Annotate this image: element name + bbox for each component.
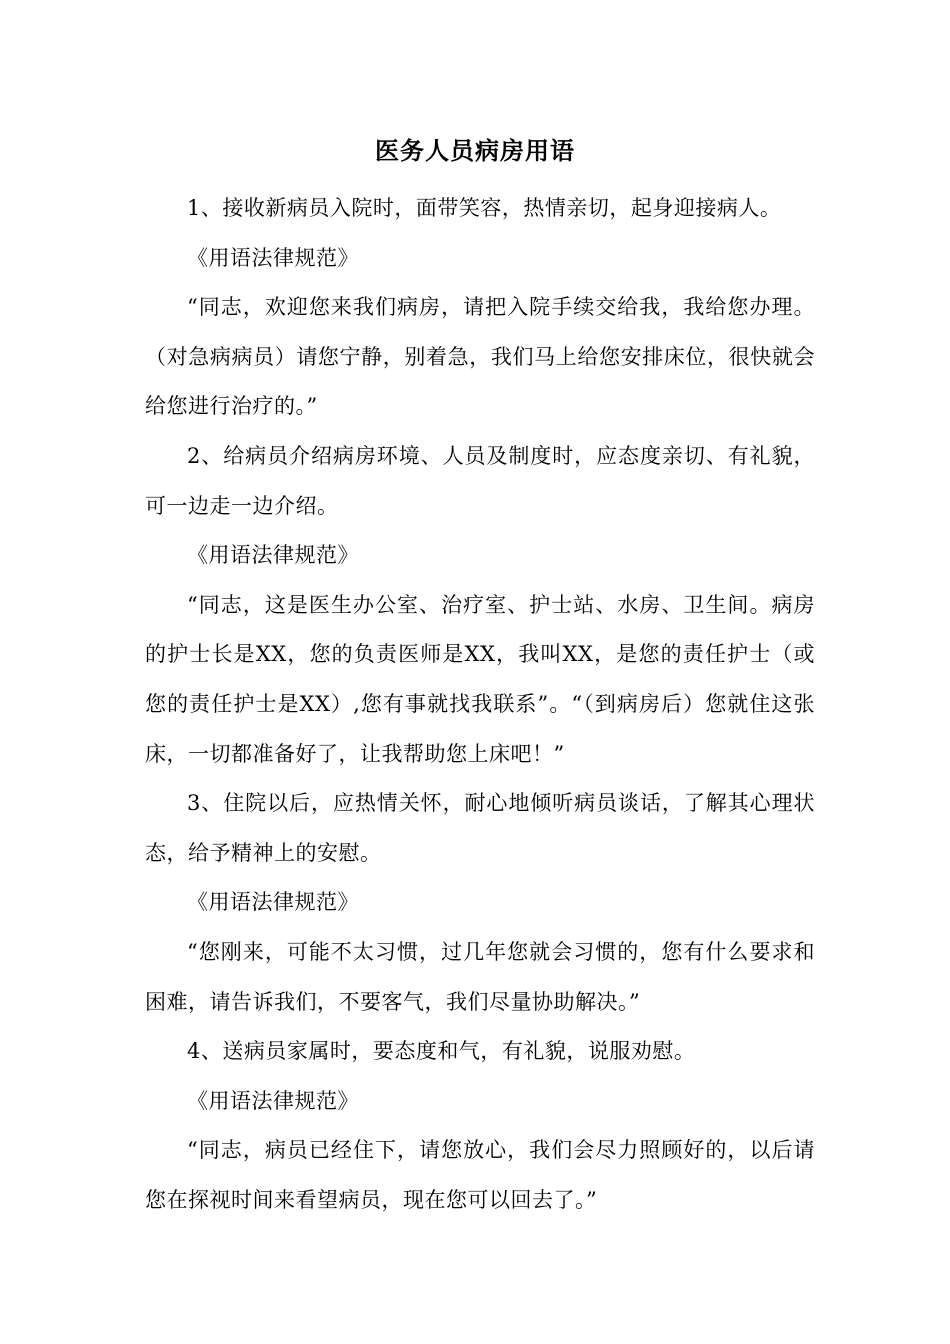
paragraph-5: 《用语法律规范》 [187, 543, 359, 568]
document-title: 医务人员病房用语 [375, 136, 575, 165]
paragraph-4: 2、给病员介绍病房环境、人员及制度时，应态度亲切、有礼貌，可一边走一边介绍。 [145, 443, 815, 518]
paragraph-6: “同志，这是医生办公室、治疗室、护士站、水房、卫生间。病房的护士长是XX，您的负责医师是XX，我叫XX，是您的责任护士（或您的责任护士是XX）,您有事就找我联系”。“（到病房后）您就住这张床，一切都准备好了，让我帮助您上床吧！” [145, 592, 815, 766]
paragraph-11: 《用语法律规范》 [187, 1088, 359, 1113]
paragraph-10: 4、送病员家属时，要态度和气，有礼貌，说服劝慰。 [187, 1039, 696, 1064]
paragraph-1: 1、接收新病员入院时，面带笑容，热情亲切，起身迎接病人。 [187, 196, 782, 220]
paragraph-2: 《用语法律规范》 [187, 245, 359, 270]
paragraph-7: 3、住院以后，应热情关怀，耐心地倾听病员谈话，了解其心理状态，给予精神上的安慰。 [145, 791, 815, 865]
paragraph-3: “同志，欢迎您来我们病房，请把入院手续交给我，我给您办理。（对急病病员）请您宁静，别着急，我们马上给您安排床位，很快就会给您进行治疗的。” [145, 295, 815, 419]
document-body [145, 184, 815, 1225]
paragraph-9: “您刚来，可能不太习惯，过几年您就会习惯的，您有什么要求和困难，请告诉我们，不要客气，我们尽量协助解决。” [145, 939, 815, 1014]
paragraph-12: “同志，病员已经住下，请您放心，我们会尽力照顾好的，以后请您在探视时间来看望病员，现在您可以回去了。” [145, 1138, 815, 1212]
paragraph-8: 《用语法律规范》 [187, 890, 359, 915]
